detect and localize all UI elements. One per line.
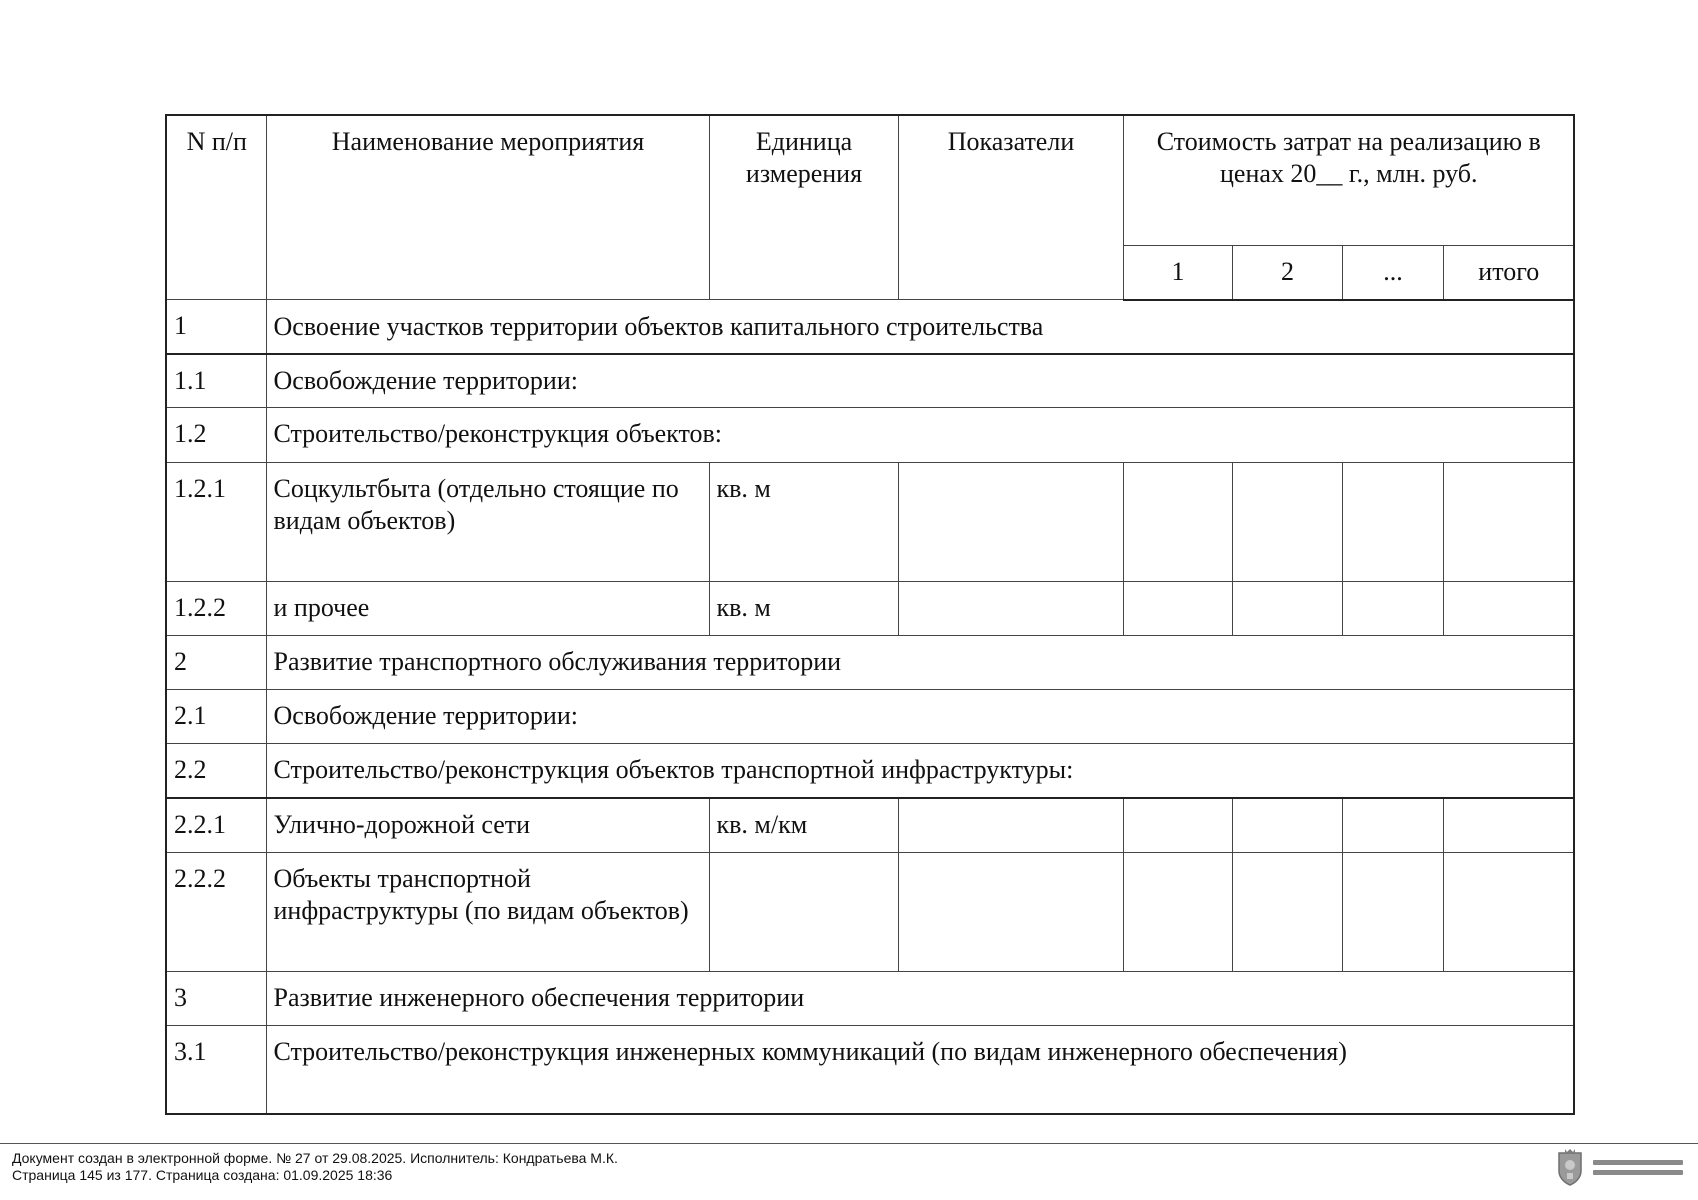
header-unit: Единица измерения: [709, 115, 898, 300]
footer-document-info: Документ создан в электронной форме. № 27 от 29.08.2025. Исполнитель: Кондратьева М.К.: [12, 1150, 618, 1166]
table-row: [166, 462, 1574, 581]
row-num: 2.1: [166, 690, 266, 744]
row-num: 2.2.1: [166, 798, 266, 852]
table-row: [166, 354, 1574, 408]
row-num: 1.2: [166, 408, 266, 462]
row-cost-cell: [1342, 852, 1443, 971]
row-num: 1.2.2: [166, 581, 266, 635]
table-row: [166, 581, 1574, 635]
header-indicators: Показатели: [898, 115, 1123, 300]
header-num: N п/п: [166, 115, 266, 300]
row-name: Освобождение территории:: [266, 354, 1574, 408]
table-row: [166, 408, 1574, 462]
row-cost-cell: [1232, 852, 1342, 971]
header-sub-1: 1: [1123, 245, 1232, 299]
row-num: 2: [166, 636, 266, 690]
row-unit: кв. м: [709, 581, 898, 635]
row-name: Улично-дорожной сети: [266, 798, 709, 852]
row-indicator-cell: [898, 581, 1123, 635]
row-name: Освобождение территории:: [266, 690, 1574, 744]
row-num: 1: [166, 300, 266, 354]
row-num: 1.1: [166, 354, 266, 408]
table-row: [166, 852, 1574, 971]
row-cost-total-cell: [1443, 798, 1574, 852]
row-num: 3: [166, 971, 266, 1025]
row-cost-cell: [1342, 798, 1443, 852]
row-indicator-cell: [898, 852, 1123, 971]
row-num: 3.1: [166, 1026, 266, 1114]
table-row: [166, 690, 1574, 744]
row-cost-cell: [1123, 798, 1232, 852]
row-name: Освоение участков территории объектов капитального строительства: [266, 300, 1574, 354]
table-row: [166, 1026, 1574, 1114]
row-num: 2.2: [166, 744, 266, 798]
row-name: Строительство/реконструкция инженерных коммуникаций (по видам инженерного обеспечения): [266, 1026, 1574, 1114]
table-row-section: [166, 971, 1574, 1025]
row-cost-cell: [1123, 581, 1232, 635]
seal-lettering: [1593, 1152, 1683, 1182]
row-name: Развитие транспортного обслуживания территории: [266, 636, 1574, 690]
row-unit: [709, 852, 898, 971]
row-cost-cell: [1232, 462, 1342, 581]
footer-page-info: Страница 145 из 177. Страница создана: 01.09.2025 18:36: [12, 1167, 393, 1183]
row-unit: кв. м: [709, 462, 898, 581]
table-row: [166, 744, 1574, 798]
row-cost-total-cell: [1443, 852, 1574, 971]
government-seal: [1555, 1146, 1690, 1188]
table-row-section: [166, 636, 1574, 690]
row-cost-cell: [1123, 852, 1232, 971]
row-name: Строительство/реконструкция объектов:: [266, 408, 1574, 462]
footer: [12, 1150, 618, 1184]
row-name: Соцкультбыта (отдельно стоящие по видам объектов): [266, 462, 709, 581]
table-row: [166, 798, 1574, 852]
row-indicator-cell: [898, 798, 1123, 852]
row-unit: кв. м/км: [709, 798, 898, 852]
header-name: Наименование мероприятия: [266, 115, 709, 300]
table-row-section: [166, 300, 1574, 354]
row-num: 2.2.2: [166, 852, 266, 971]
header-cost: Стоимость затрат на реализацию в ценах 20__ г., млн. руб.: [1123, 115, 1574, 245]
cost-table: [165, 114, 1575, 1115]
row-cost-cell: [1123, 462, 1232, 581]
row-cost-cell: [1342, 462, 1443, 581]
row-cost-cell: [1232, 581, 1342, 635]
row-cost-total-cell: [1443, 462, 1574, 581]
coat-of-arms-icon: [1555, 1147, 1585, 1187]
row-indicator-cell: [898, 462, 1123, 581]
row-name: Строительство/реконструкция объектов транспортной инфраструктуры:: [266, 744, 1574, 798]
row-name: и прочее: [266, 581, 709, 635]
row-cost-cell: [1342, 581, 1443, 635]
row-name: Развитие инженерного обеспечения территории: [266, 971, 1574, 1025]
header-sub-total: итого: [1443, 245, 1574, 299]
footer-divider: [0, 1143, 1698, 1144]
header-row: [166, 115, 1574, 245]
row-cost-total-cell: [1443, 581, 1574, 635]
row-cost-cell: [1232, 798, 1342, 852]
header-sub-2: 2: [1232, 245, 1342, 299]
row-name: Объекты транспортной инфраструктуры (по видам объектов): [266, 852, 709, 971]
row-num: 1.2.1: [166, 462, 266, 581]
header-sub-ellipsis: ...: [1342, 245, 1443, 299]
